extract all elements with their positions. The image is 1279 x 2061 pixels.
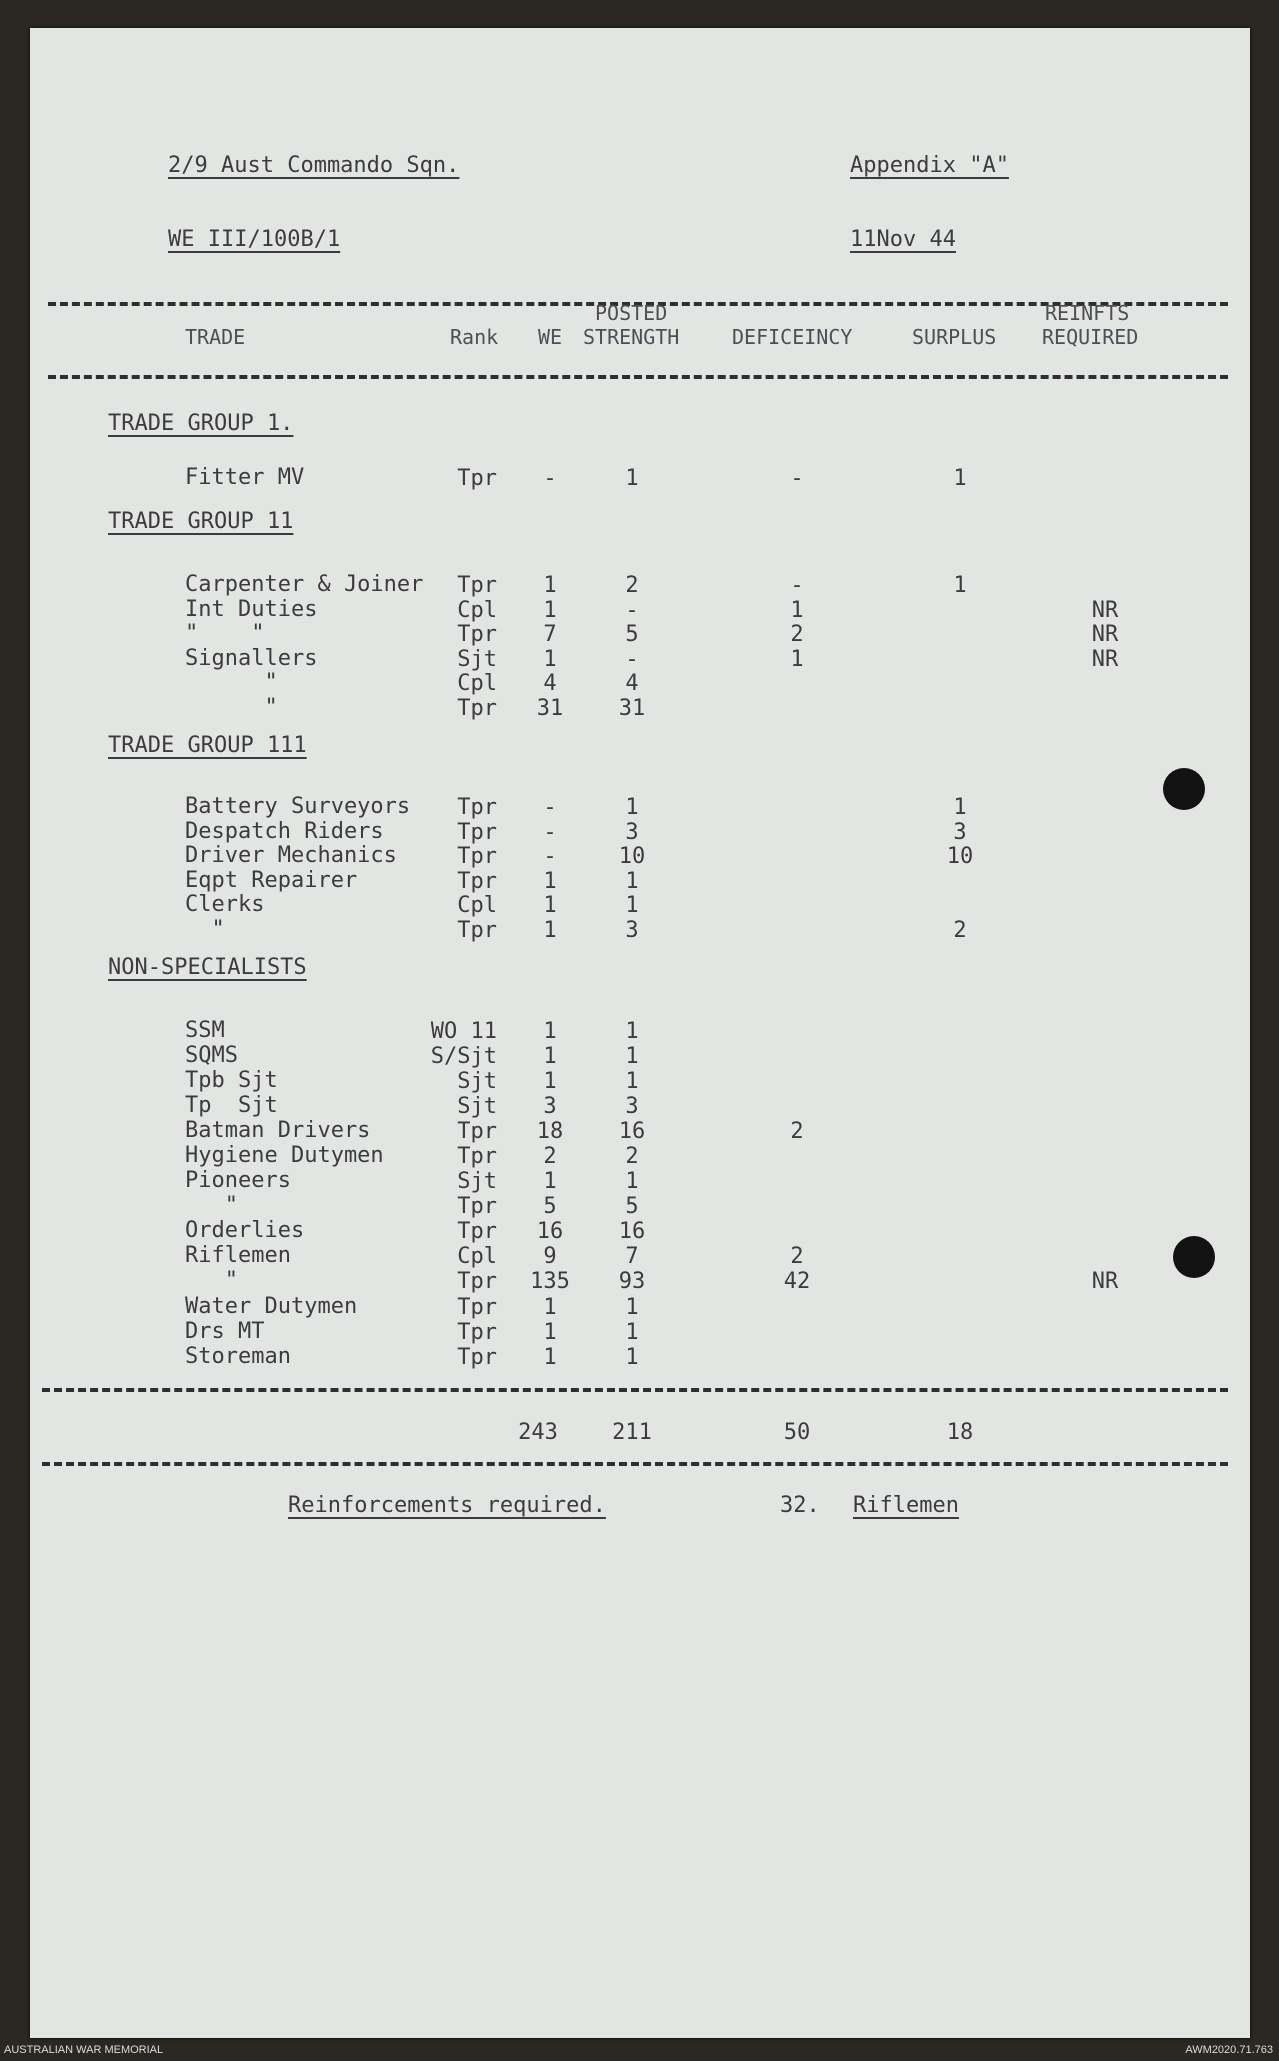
row-deficiency: 1: [790, 598, 804, 623]
row-trade: Storeman: [185, 1344, 291, 1369]
row-surplus: 1: [953, 573, 967, 598]
reinforcements-label: Reinforcements required.: [288, 1493, 606, 1518]
row-posted: 2: [625, 1144, 639, 1169]
row-deficiency: 1: [790, 647, 804, 672]
row-trade: Eqpt Repairer: [185, 868, 358, 893]
row-posted: 10: [618, 844, 646, 869]
col-reinfts-bottom: REQUIRED: [1042, 325, 1139, 349]
row-we: 1: [543, 1044, 557, 1069]
row-reinforcements: NR: [1091, 622, 1119, 647]
reinforcements-trade: Riflemen: [853, 1493, 959, 1518]
row-trade: Batman Drivers: [185, 1118, 371, 1143]
footer-credit: AUSTRALIAN WAR MEMORIAL: [4, 2044, 164, 2056]
document-page: [30, 28, 1250, 2038]
total-we: 243: [518, 1420, 558, 1445]
row-surplus: 10: [946, 844, 974, 869]
col-surplus: SURPLUS: [912, 325, 997, 349]
row-rank: Tpr: [457, 622, 497, 647]
row-trade: Orderlies: [185, 1218, 305, 1243]
row-posted: 1: [625, 1345, 639, 1370]
row-rank: Cpl: [457, 598, 497, 623]
row-we: 1: [543, 1345, 557, 1370]
row-rank: Tpr: [457, 918, 497, 943]
group-title: TRADE GROUP 1.: [108, 411, 294, 436]
row-trade: Water Dutymen: [185, 1294, 358, 1319]
row-deficiency: 2: [790, 622, 804, 647]
row-trade: Tp Sjt: [185, 1093, 278, 1118]
row-rank: Tpr: [457, 1219, 497, 1244]
row-trade: SSM: [185, 1018, 225, 1043]
row-trade: Tpb Sjt: [185, 1068, 278, 1093]
row-rank: Tpr: [457, 869, 497, 894]
row-we: 1: [543, 918, 557, 943]
row-trade: Int Duties: [185, 597, 318, 622]
row-trade: Driver Mechanics: [185, 843, 397, 868]
row-posted: 5: [625, 622, 639, 647]
punch-hole-top: [1163, 768, 1205, 810]
col-posted-bottom: STRENGTH: [583, 325, 680, 349]
row-we: 1: [543, 1019, 557, 1044]
row-we: 2: [543, 1144, 557, 1169]
row-we: 1: [543, 573, 557, 598]
row-surplus: 2: [953, 918, 967, 943]
row-deficiency: -: [790, 573, 804, 598]
row-trade: Carpenter & Joiner: [185, 572, 424, 597]
row-reinforcements: NR: [1091, 647, 1119, 672]
row-rank: Tpr: [457, 795, 497, 820]
row-rank: Cpl: [457, 1244, 497, 1269]
total-posted: 211: [612, 1420, 652, 1445]
row-trade: Fitter MV: [185, 465, 305, 490]
row-posted: -: [625, 647, 639, 672]
row-trade: Battery Surveyors: [185, 794, 411, 819]
row-posted: 93: [618, 1269, 646, 1294]
row-we: 4: [543, 671, 557, 696]
row-rank: Tpr: [457, 1194, 497, 1219]
row-rank: Sjt: [457, 1169, 497, 1194]
row-we: -: [543, 844, 557, 869]
row-rank: WO 11: [430, 1019, 497, 1044]
row-deficiency: 2: [790, 1119, 804, 1144]
col-rank: Rank: [450, 325, 499, 349]
row-we: 1: [543, 893, 557, 918]
row-rank: Tpr: [457, 844, 497, 869]
row-posted: 1: [625, 1320, 639, 1345]
row-trade: Clerks: [185, 892, 265, 917]
row-rank: Tpr: [457, 820, 497, 845]
total-surplus: 18: [946, 1420, 974, 1445]
row-we: -: [543, 820, 557, 845]
row-posted: 2: [625, 573, 639, 598]
row-posted: 1: [625, 869, 639, 894]
row-trade: " ": [185, 621, 265, 646]
row-we: 1: [543, 1169, 557, 1194]
row-rank: S/Sjt: [430, 1044, 497, 1069]
col-we: WE: [538, 325, 563, 349]
row-trade: Riflemen: [185, 1243, 291, 1268]
row-rank: Cpl: [457, 671, 497, 696]
col-posted-top: POSTED: [595, 301, 668, 325]
row-we: 1: [543, 647, 557, 672]
row-trade: ": [185, 1268, 238, 1293]
totals-bottom-rule: [42, 1462, 1228, 1466]
row-we: 18: [536, 1119, 564, 1144]
row-deficiency: -: [790, 466, 804, 491]
row-rank: Cpl: [457, 893, 497, 918]
group-title: TRADE GROUP 111: [108, 733, 307, 758]
row-we: -: [543, 795, 557, 820]
row-we: -: [543, 466, 557, 491]
row-trade: Pioneers: [185, 1168, 291, 1193]
row-rank: Tpr: [457, 1119, 497, 1144]
row-posted: -: [625, 598, 639, 623]
row-we: 3: [543, 1094, 557, 1119]
row-we: 5: [543, 1194, 557, 1219]
row-rank: Tpr: [457, 696, 497, 721]
col-reinfts-top: REINFTS: [1045, 301, 1130, 325]
row-rank: Tpr: [457, 466, 497, 491]
row-surplus: 3: [953, 820, 967, 845]
row-rank: Tpr: [457, 1320, 497, 1345]
footer-reference: AWM2020.71.763: [1185, 2044, 1273, 2056]
row-we: 1: [543, 1069, 557, 1094]
header-rule: [48, 375, 1228, 379]
row-posted: 1: [625, 1044, 639, 1069]
row-posted: 1: [625, 795, 639, 820]
row-trade: SQMS: [185, 1043, 238, 1068]
row-rank: Sjt: [457, 1069, 497, 1094]
row-trade: ": [185, 1193, 238, 1218]
row-reinforcements: NR: [1091, 1269, 1119, 1294]
row-rank: Tpr: [457, 1144, 497, 1169]
row-posted: 1: [625, 466, 639, 491]
group-title: TRADE GROUP 11: [108, 509, 294, 534]
row-we: 1: [543, 869, 557, 894]
reinforcements-count: 32.: [780, 1493, 820, 1518]
row-deficiency: 2: [790, 1244, 804, 1269]
row-deficiency: 42: [783, 1269, 811, 1294]
row-posted: 5: [625, 1194, 639, 1219]
row-posted: 1: [625, 893, 639, 918]
row-trade: Hygiene Dutymen: [185, 1143, 384, 1168]
row-posted: 3: [625, 918, 639, 943]
row-posted: 1: [625, 1169, 639, 1194]
row-posted: 16: [618, 1119, 646, 1144]
row-rank: Sjt: [457, 1094, 497, 1119]
row-rank: Tpr: [457, 1269, 497, 1294]
row-surplus: 1: [953, 795, 967, 820]
row-posted: 7: [625, 1244, 639, 1269]
row-posted: 3: [625, 1094, 639, 1119]
row-rank: Tpr: [457, 573, 497, 598]
row-trade: ": [185, 670, 278, 695]
row-we: 1: [543, 1295, 557, 1320]
row-we: 1: [543, 598, 557, 623]
row-trade: Drs MT: [185, 1319, 265, 1344]
row-posted: 1: [625, 1295, 639, 1320]
group-title: NON-SPECIALISTS: [108, 955, 307, 980]
col-trade: TRADE: [185, 325, 246, 349]
row-rank: Sjt: [457, 647, 497, 672]
row-we: 7: [543, 622, 557, 647]
row-we: 135: [530, 1269, 570, 1294]
col-deficiency: DEFICEINCY: [732, 325, 853, 349]
punch-hole-bottom: [1173, 1236, 1215, 1278]
row-posted: 1: [625, 1019, 639, 1044]
row-rank: Tpr: [457, 1295, 497, 1320]
row-posted: 3: [625, 820, 639, 845]
row-trade: ": [185, 695, 278, 720]
appendix-label: Appendix "A": [850, 153, 1009, 178]
row-posted: 4: [625, 671, 639, 696]
row-trade: Despatch Riders: [185, 819, 384, 844]
row-trade: Signallers: [185, 646, 318, 671]
totals-top-rule: [42, 1388, 1228, 1392]
row-reinforcements: NR: [1091, 598, 1119, 623]
reference-number: WE III/100B/1: [168, 227, 341, 252]
row-trade: ": [185, 917, 225, 942]
row-we: 31: [536, 696, 564, 721]
row-posted: 31: [618, 696, 646, 721]
unit-title: 2/9 Aust Commando Sqn.: [168, 153, 460, 178]
row-posted: 16: [618, 1219, 646, 1244]
document-date: 11Nov 44: [850, 227, 956, 252]
row-we: 9: [543, 1244, 557, 1269]
row-posted: 1: [625, 1069, 639, 1094]
row-surplus: 1: [953, 466, 967, 491]
row-we: 16: [536, 1219, 564, 1244]
total-deficiency: 50: [783, 1420, 811, 1445]
row-we: 1: [543, 1320, 557, 1345]
row-rank: Tpr: [457, 1345, 497, 1370]
